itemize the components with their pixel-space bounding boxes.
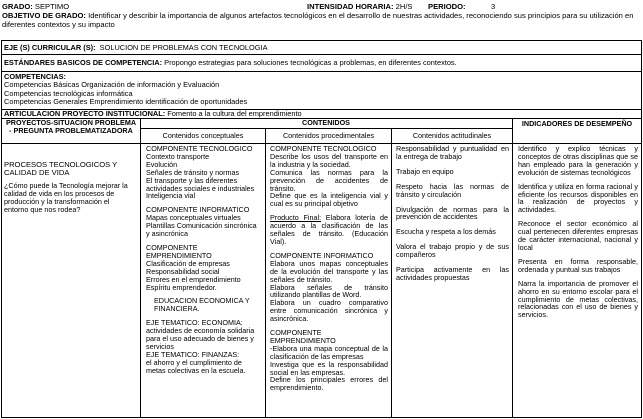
contenido-conceptual: Plantillas Comunicación sincrónica y asincrónica <box>146 221 257 239</box>
indicador-desempeno: Identifico y explico técnicas y conceptos de otras disciplinas que se han empleado para la generación y evolución de sistemas tecnológicos <box>518 144 638 177</box>
contenido-conceptual: Errores en el emprendimiento <box>146 274 241 284</box>
contenido-conceptual: Mapas conceptuales virtuales <box>146 213 241 223</box>
contenido-procedimental: Describe los usos del transporte en la industria y la sociedad. <box>270 151 388 169</box>
contenido-actitudinal: Respeto hacia las normas de tránsito y circulación <box>396 181 509 199</box>
grid-line <box>512 119 513 417</box>
competencia-item: Competencias Generales Emprendimiento identificación de oportunidades <box>4 97 248 107</box>
indicadores-header: INDICADORES DE DESEMPEÑO <box>521 119 633 128</box>
periodo-value: 3 <box>491 2 496 11</box>
contenido-procedimental: Comunica las normas para la prevención de accidentes de tránsito. <box>270 167 388 193</box>
periodo-label: PERIODO: <box>428 2 466 11</box>
indicador-desempeno: Presenta en forma responsable, ordenada y puntual sus trabajos <box>518 256 638 274</box>
contenido-conceptual: COMPONENTE INFORMATICO <box>146 205 250 215</box>
contenido-procedimental: Elabora unos mapas conceptuales de la evolución del transporte y las señales de tránsito. <box>270 258 388 284</box>
indicador-desempeno: Identifica y utiliza en forma racional y eficiente los recursos disponibles en la realización de proyectos y actividades. <box>518 181 638 215</box>
contenido-conceptual: COMPONENTE TECNOLOGICO <box>146 144 253 153</box>
contenido-procedimental: COMPONENTE INFORMATICO <box>270 250 374 260</box>
contenido-conceptual: el ahorro y el cumplimiento de metas colectivas en la escuela. <box>146 357 246 375</box>
estandares-value: Propongo estrategias para soluciones tecnológicas a problemas, en diferentes contextos. <box>164 58 457 67</box>
pregunta-problematizadora: ¿Cómo puede la Tecnología mejorar la calidad de vida en los procesos de producción y la transformación el entorno que nos rodea? <box>4 180 128 214</box>
contenido-procedimental: Define los principales errores del emprendimiento. <box>270 375 388 393</box>
contenido-conceptual: COMPONENTE EMPRENDIMIENTO <box>146 242 212 260</box>
contenido-actitudinal: Trabajo en equipo <box>396 166 454 176</box>
contenido-conceptual: Evolución <box>146 159 178 169</box>
procedimentales-cell <box>270 145 388 392</box>
conceptuales-subheader: Contenidos conceptuales <box>162 131 244 140</box>
contenido-procedimental: Elabora señales de tránsito utilizando plantillas de Word. <box>270 282 388 300</box>
contenido-actitudinal: Responsabilidad y puntualidad en la entrega de trabajo <box>396 144 509 161</box>
actitudinales-cell <box>396 145 509 282</box>
eje-row <box>1 41 642 55</box>
competencias-row <box>1 72 642 110</box>
contenido-conceptual: actividades de economía solidaria para el uso adecuado de bienes y servicios <box>146 326 255 351</box>
proyectos-column-header: PROYECTOS-SITUACION PROBLEMA - PREGUNTA PROBLEMATIZADORA <box>5 118 137 135</box>
grid-line <box>265 128 266 417</box>
competencias-label: COMPETENCIAS: <box>4 72 67 81</box>
competencia-item: Competencias tecnológicas informática <box>4 88 133 98</box>
contenido-procedimental: Producto Final: Elabora lotería de acuerdo a la clasificación de las señales de tránsito. (Educación Vial). <box>270 213 388 246</box>
competencia-item: Competencias Básicas Organización de información y Evaluación <box>4 80 220 90</box>
contenido-procedimental: Define que es la inteligencia vial y cual es su principal objetivo <box>270 191 388 209</box>
objetivo-text: Identificar y describir la importancia de algunos artefactos tecnológicos en el desarrollo de nuestras actividades, reconociendo sus principios para su utilización en diferentes contextos y su impacto <box>2 11 634 29</box>
eje-label: EJE (S) CURRICULAR (S): <box>4 43 96 52</box>
contenido-conceptual: Responsabilidad social <box>146 266 220 276</box>
contenido-procedimental: COMPONENTE EMPRENDIMIENTO <box>270 328 336 345</box>
contenido-conceptual: El transporte y las diferentes actividades sociales e industriales <box>146 175 255 193</box>
document-header <box>0 0 643 40</box>
contenido-conceptual: Inteligencia vial <box>146 191 196 201</box>
procedimentales-subheader: Contenidos procedimentales <box>282 131 375 140</box>
indicador-desempeno: Reconoce el sector económico al cual pertenecen diferentes empresas de carácter internacional, nacional y local <box>518 219 638 252</box>
contenido-conceptual: Clasificación de empresas <box>146 258 230 268</box>
eje-value: SOLUCION DE PROBLEMAS CON TECNOLOGIA <box>99 43 268 52</box>
contenido-conceptual: EDUCACION ECONOMICA Y FINANCIERA. <box>154 296 250 314</box>
contenido-procedimental: Investiga que es la responsabilidad social en las empresas. <box>270 359 388 377</box>
grado-label: GRADO: <box>2 2 33 11</box>
contenido-conceptual: EJE TEMATICO: FINANZAS: <box>146 349 240 359</box>
contenido-actitudinal: Escucha y respeta a los demás <box>396 227 496 237</box>
estandares-label: ESTÁNDARES BASICOS DE COMPETENCIA: <box>4 58 163 67</box>
grid-line <box>140 119 141 417</box>
articulacion-label: ARTICULACION PROYECTO INSTITUCIONAL: <box>4 109 166 118</box>
estandares-row <box>1 55 642 72</box>
contenido-conceptual: EJE TEMATICO: ECONOMIA: <box>146 318 243 328</box>
objetivo-label: OBJETIVO DE GRADO: <box>2 11 86 20</box>
articulacion-value: Fomento a la cultura del emprendimiento <box>167 109 302 118</box>
proyecto-cell <box>4 161 132 213</box>
grado-value: SEPTIMO <box>34 2 70 11</box>
grid-line <box>391 128 392 417</box>
conceptuales-cell <box>146 145 262 375</box>
contenido-actitudinal: Divulgación de normas para la prevención de accidentes <box>396 204 509 222</box>
actitudinales-subheader: Contenidos actitudinales <box>412 131 492 140</box>
indicador-desempeno: Narra la importancia de promover el ahorro en su entorno escolar para el cumplimiento de metas colectivas, relacionadas con el uso de bienes y servicios. <box>518 278 638 320</box>
objetivo-de-grado <box>2 12 638 29</box>
contenido-actitudinal: Valora el trabajo propio y de sus compañeros <box>396 242 509 260</box>
proyecto-title: PROCESOS TECNOLOGICOS Y CALIDAD DE VIDA <box>4 160 118 178</box>
contenido-conceptual: Señales de tránsito y normas <box>146 167 240 177</box>
contenidos-header: CONTENIDOS <box>302 118 350 127</box>
contenido-actitudinal: Participa activamente en las actividades propuestas <box>396 265 509 282</box>
grid-line <box>140 128 512 129</box>
contenido-procedimental: COMPONENTE TECNOLOGICO <box>270 144 377 153</box>
contenido-procedimental: Elabora un cuadro comparativo entre comunicación sincrónica y asincrónica. <box>270 298 388 324</box>
contenido-procedimental: -Elabora una mapa conceptual de la clasificación de las empresas <box>270 343 388 361</box>
contenido-conceptual: Contexto transporte <box>146 151 210 161</box>
intensidad-value: 2H/S <box>395 2 413 11</box>
indicadores-cell <box>518 145 638 319</box>
intensidad-label: INTENSIDAD HORARIA: <box>307 2 394 11</box>
contenido-conceptual: Espíritu emprendedor. <box>146 282 217 292</box>
